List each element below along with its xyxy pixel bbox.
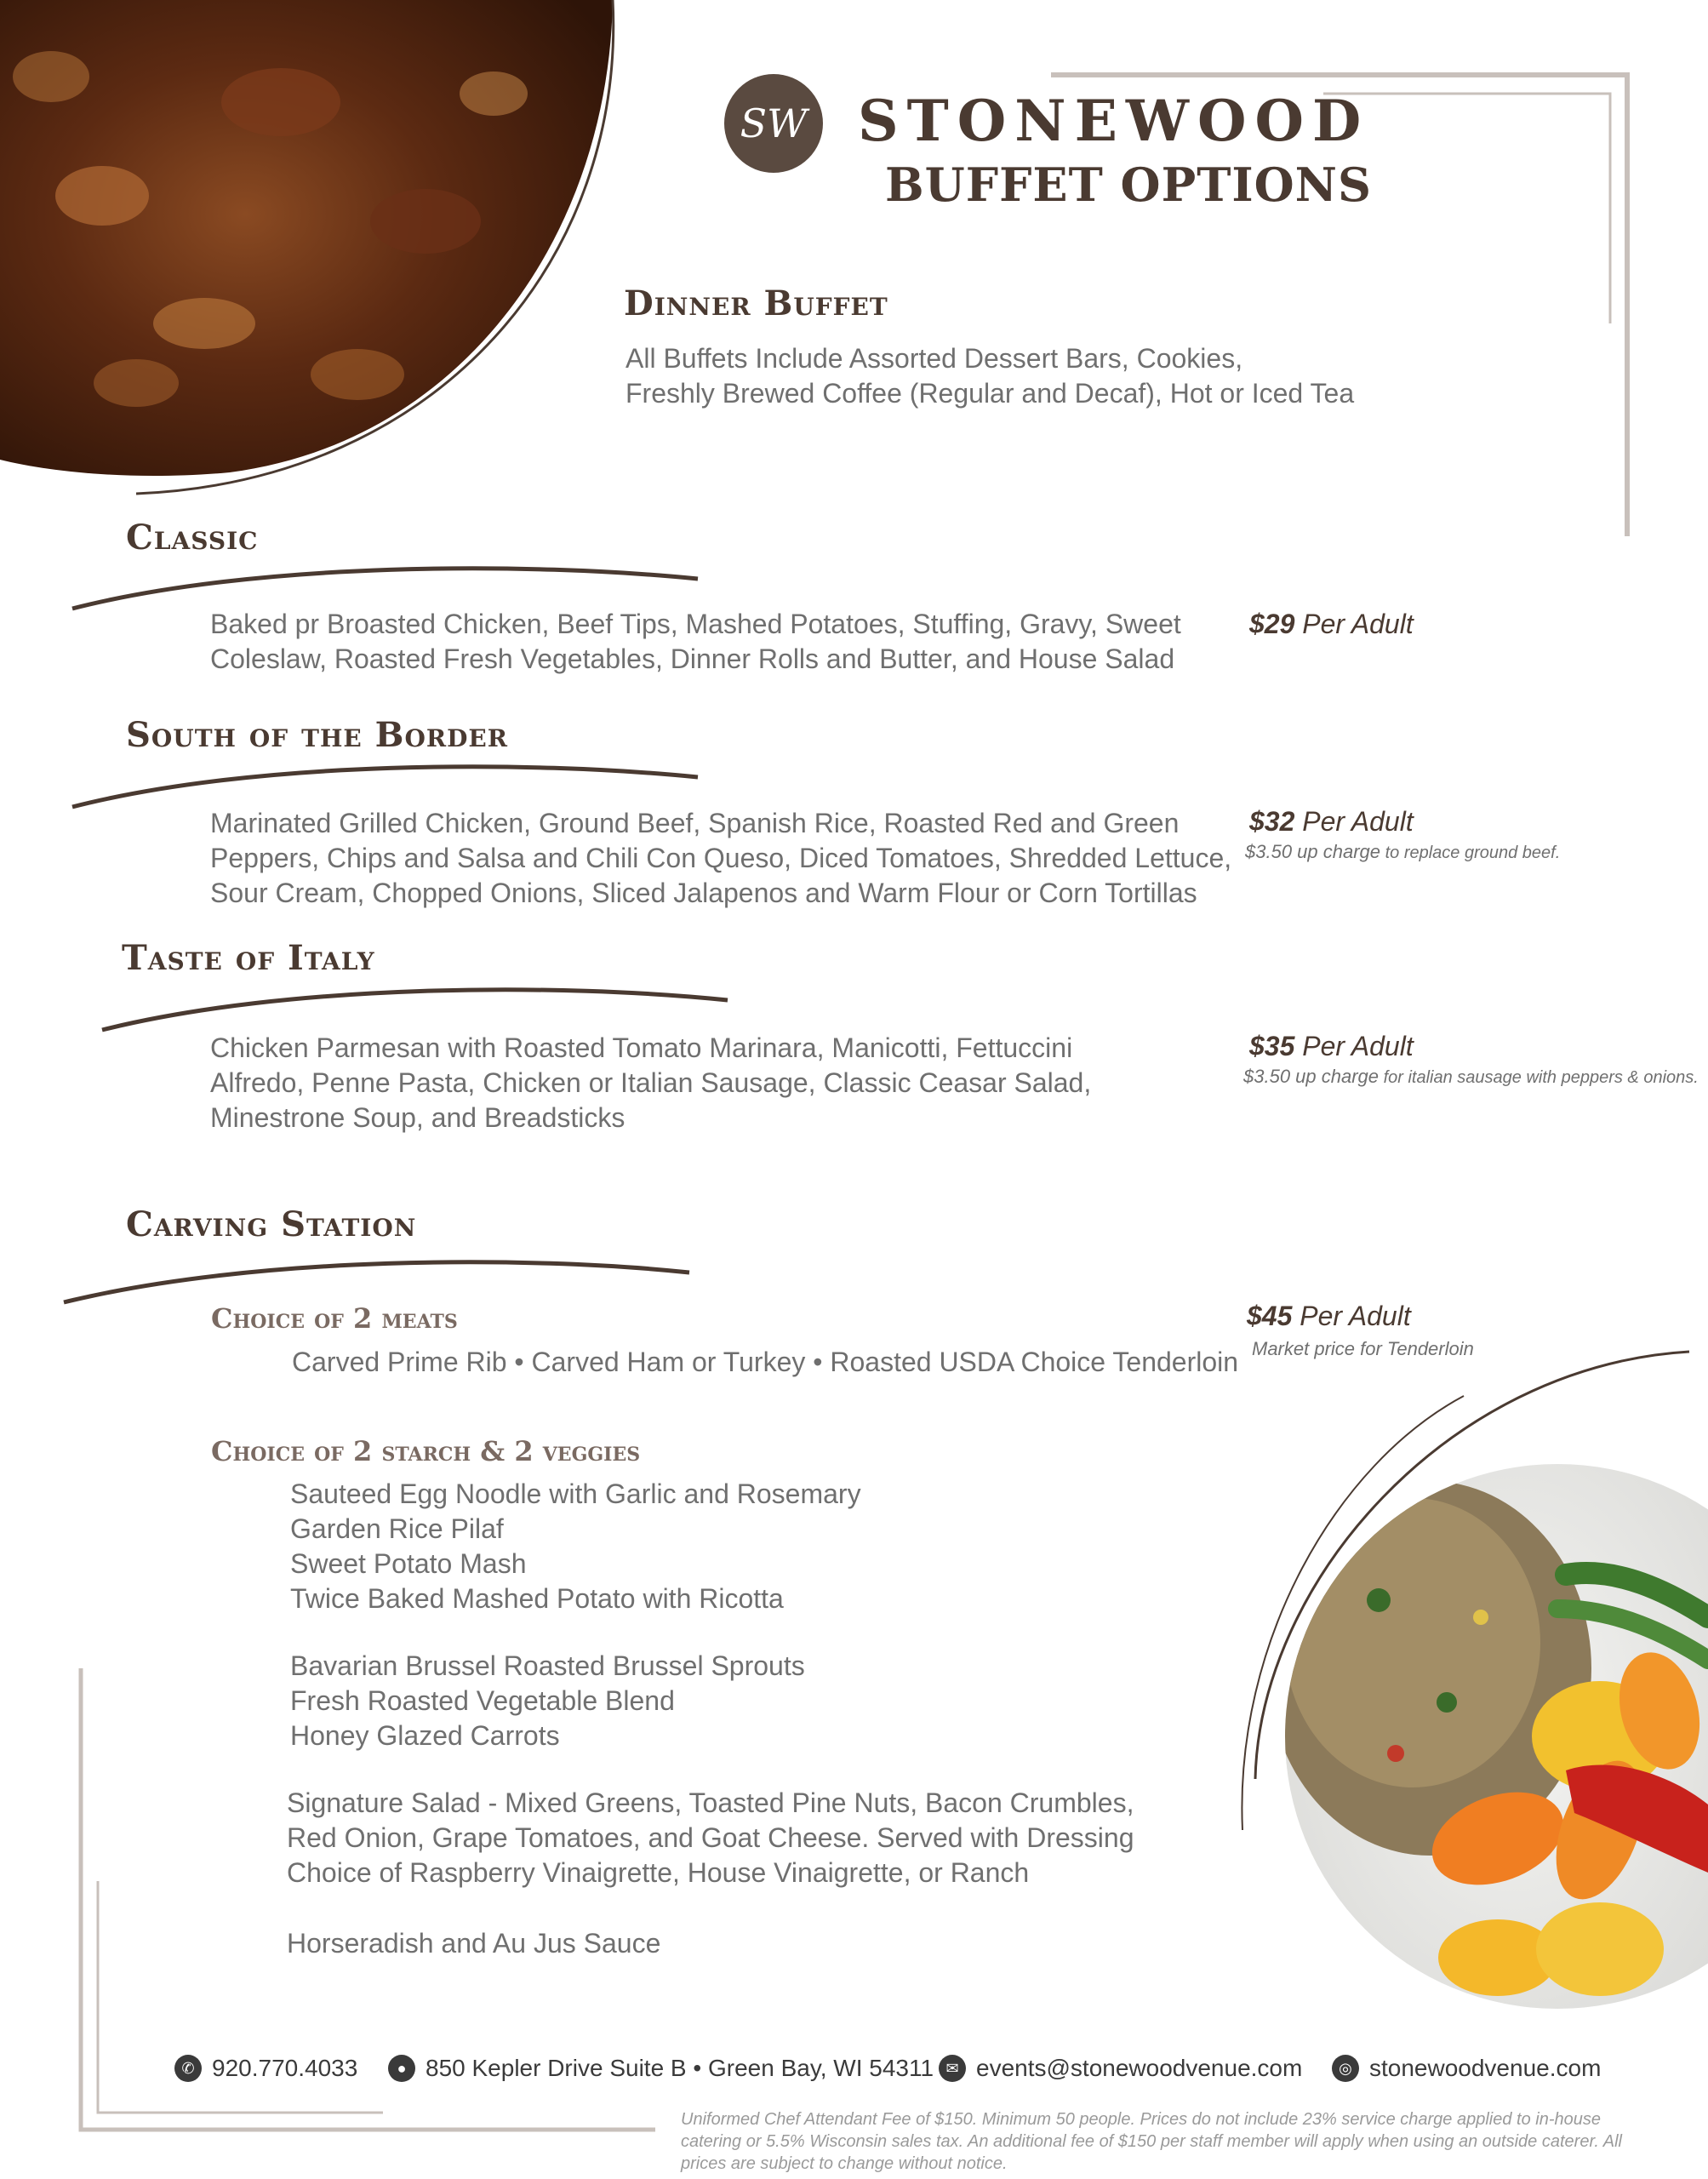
beef-tips-photo	[0, 0, 613, 476]
veggie-item: Bavarian Brussel Roasted Brussel Sprouts	[290, 1650, 805, 1681]
carving-station-title: Carving Station	[126, 1204, 417, 1244]
starch-item: Garden Rice Pilaf	[290, 1513, 504, 1544]
choice-of-meats-title: Choice of 2 meats	[211, 1302, 458, 1335]
south-note-main: $3.50 up charge	[1245, 841, 1381, 862]
phone-text: 920.770.4033	[212, 2055, 358, 2081]
south-price	[1249, 806, 1414, 838]
south-price-note	[1245, 841, 1560, 863]
italy-note-main: $3.50 up charge	[1243, 1066, 1380, 1087]
salad-line: Signature Salad - Mixed Greens, Toasted Pine Nuts, Bacon Crumbles,	[287, 1787, 1134, 1818]
classic-price-amount: $29	[1249, 609, 1295, 639]
veggie-item: Honey Glazed Carrots	[290, 1720, 560, 1751]
intro-line-1: All Buffets Include Assorted Dessert Bars, Cookies,	[626, 343, 1243, 374]
classic-description: Baked pr Broasted Chicken, Beef Tips, Mashed Potatoes, Stuffing, Gravy, Sweet Coleslaw, Roasted Fresh Vegetables, Dinner Rolls and Butter, and House Salad	[210, 609, 1181, 674]
italy-price-note	[1243, 1066, 1699, 1088]
footer-address[interactable]	[388, 2055, 934, 2082]
dinner-buffet-title: Dinner Buffet	[624, 283, 888, 323]
italy-price-unit: Per Adult	[1294, 1031, 1414, 1061]
starch-item: Sweet Potato Mash	[290, 1548, 527, 1579]
south-price-amount: $32	[1249, 806, 1295, 837]
footer-phone[interactable]	[174, 2055, 357, 2082]
map-pin-icon: ●	[388, 2055, 415, 2082]
intro-line-2: Freshly Brewed Coffee (Regular and Decaf), Hot or Iced Tea	[626, 378, 1355, 409]
page-title: BUFFET OPTIONS	[885, 157, 1373, 212]
taste-of-italy-title: Taste of Italy	[122, 938, 375, 978]
phone-icon: ✆	[174, 2055, 202, 2082]
address-text: 850 Kepler Drive Suite B • Green Bay, WI 54311	[426, 2055, 934, 2081]
starch-item: Twice Baked Mashed Potato with Ricotta	[290, 1583, 784, 1614]
carving-price	[1247, 1301, 1411, 1332]
veggie-item: Fresh Roasted Vegetable Blend	[290, 1685, 675, 1716]
carving-price-amount: $45	[1247, 1301, 1293, 1331]
logo-monogram: SW	[724, 74, 823, 173]
footer-website[interactable]	[1332, 2055, 1601, 2082]
south-of-the-border-title: South of the Border	[126, 715, 509, 755]
classic-price	[1249, 609, 1414, 640]
choice-of-sides-title: Choice of 2 starch & 2 veggies	[211, 1435, 641, 1467]
italy-price	[1249, 1031, 1414, 1062]
globe-icon: ◎	[1332, 2055, 1359, 2082]
envelope-icon: ✉	[939, 2055, 966, 2082]
email-text: events@stonewoodvenue.com	[976, 2055, 1303, 2081]
carving-price-unit: Per Adult	[1292, 1301, 1411, 1331]
salad-line: Choice of Raspberry Vinaigrette, House Vinaigrette, or Ranch	[287, 1857, 1030, 1888]
brand-name: STONEWOOD	[858, 88, 1370, 154]
meats-list: Carved Prime Rib • Carved Ham or Turkey • Roasted USDA Choice Tenderloin	[292, 1347, 1239, 1377]
salad-line: Red Onion, Grape Tomatoes, and Goat Cheese. Served with Dressing	[287, 1822, 1134, 1853]
south-price-unit: Per Adult	[1294, 806, 1414, 837]
footer-email[interactable]	[939, 2055, 1302, 2082]
italy-description: Chicken Parmesan with Roasted Tomato Marinara, Manicotti, Fettuccini Alfredo, Penne Pasta, Chicken or Italian Sausage, Classic Ceasar Salad, Minestrone Soup, and Breadsticks	[210, 1032, 1092, 1133]
south-description: Marinated Grilled Chicken, Ground Beef, Spanish Rice, Roasted Red and Green Peppers, Chips and Salsa and Chili Con Queso, Diced Tomatoes, Shredded Lettuce, Sour Cream, Chopped Onions, Sliced Jalapenos and Warm Flour or Corn Tortillas	[210, 808, 1232, 908]
classic-title: Classic	[126, 518, 259, 558]
sauce-item: Horseradish and Au Jus Sauce	[287, 1928, 661, 1959]
classic-price-unit: Per Adult	[1294, 609, 1414, 639]
rice-vegetables-photo	[1268, 1447, 1708, 2043]
south-note-rest: to replace ground beef.	[1380, 844, 1561, 862]
italy-price-amount: $35	[1249, 1031, 1295, 1061]
italy-note-rest: for italian sausage with peppers & onions.	[1379, 1068, 1699, 1087]
carving-price-note: Market price for Tenderloin	[1252, 1338, 1474, 1359]
starch-item: Sauteed Egg Noodle with Garlic and Rosemary	[290, 1478, 861, 1509]
website-text: stonewoodvenue.com	[1369, 2055, 1602, 2081]
disclaimer: Uniformed Chef Attendant Fee of $150. Minimum 50 people. Prices do not include 23% service charge applied to in-house catering or 5.5% Wisconsin sales tax. An additional fee of $150 per staff member will apply when using an outside caterer. All prices are subject to change without notice.	[681, 2110, 1622, 2173]
